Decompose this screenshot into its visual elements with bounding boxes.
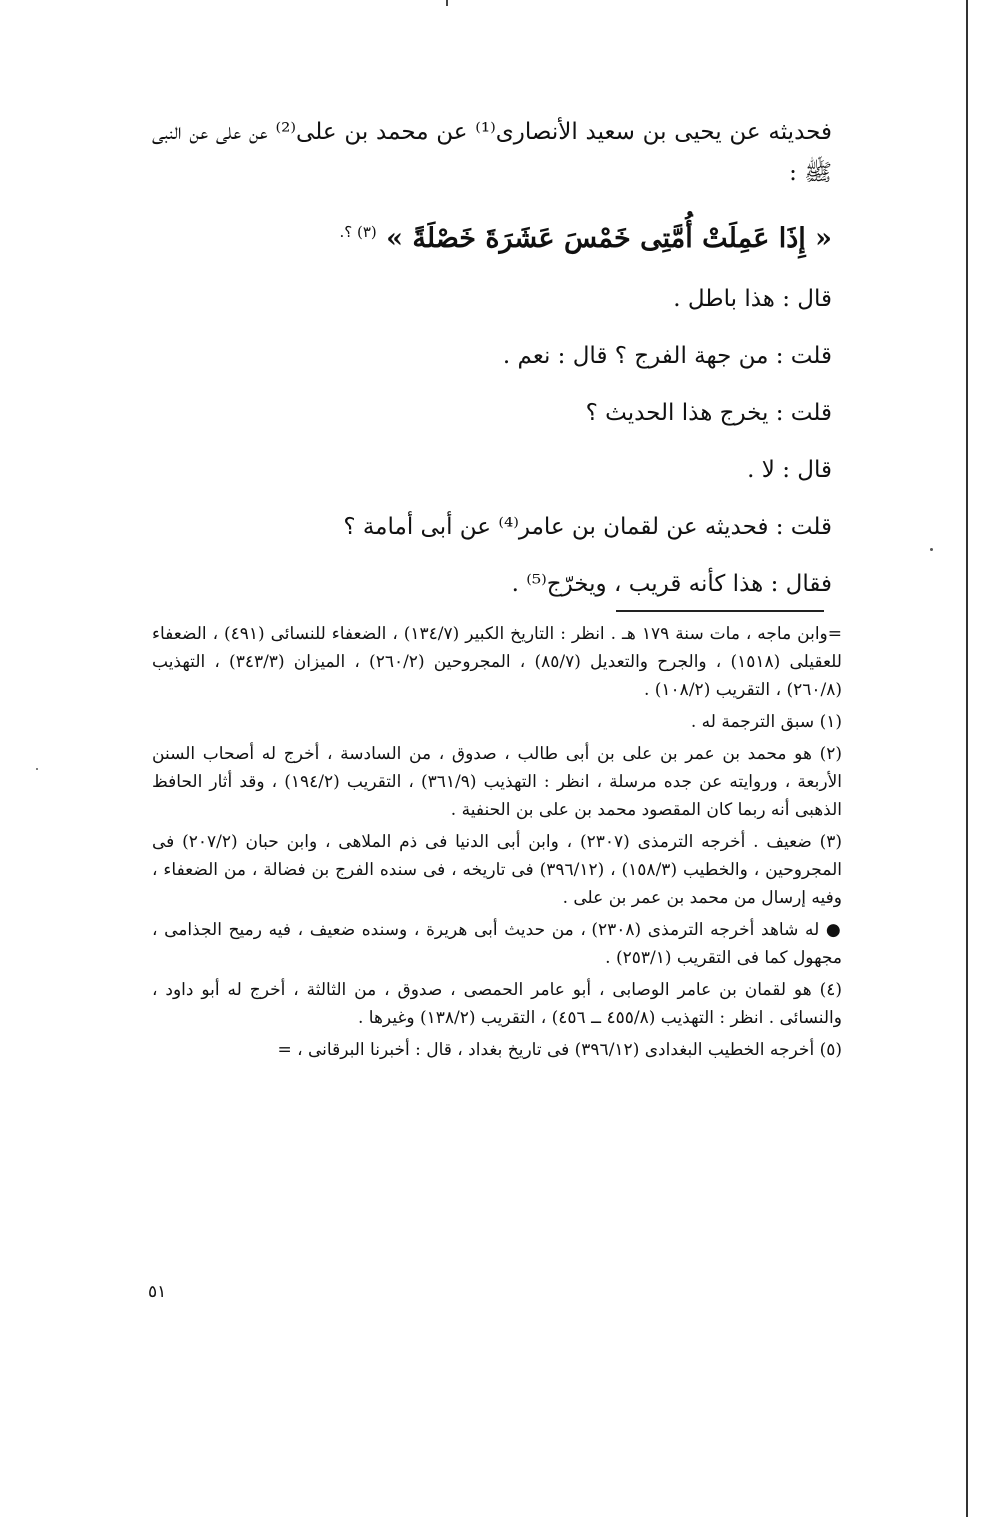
dialogue-line: قلت : فحديثه عن لقمان بن عامر⁽⁴⁾ عن أبى أمامة ؟ bbox=[343, 514, 832, 540]
footnote-continuation: =وابن ماجه ، مات سنة ١٧٩ هـ . انظر : التاريخ الكبير (١٣٤/٧) ، الضعفاء للنسائى (٤٩١) ، الضعفاء للعقيلى (١٥١٨) ، والجرح والتعديل (٨٥/٧) ، المجروحين (٢٦٠/٢) ، الميزان (٣٤٣/٣) ، التهذيب (٢٦٠/٨) ، التقريب (١٠٨/٢) . bbox=[152, 624, 843, 700]
dialogue-line: قال : لا . bbox=[747, 457, 832, 483]
dialogue-list bbox=[152, 270, 832, 612]
scan-speck bbox=[930, 548, 933, 551]
footnote-separator bbox=[616, 610, 824, 612]
dialogue-line: قال : هذا باطل . bbox=[673, 286, 832, 312]
main-text bbox=[152, 112, 832, 194]
footnote-5 bbox=[152, 1036, 842, 1064]
scan-edge-line bbox=[966, 0, 968, 1517]
dialogue-line: قلت : يخرج هذا الحديث ؟ bbox=[585, 400, 832, 426]
page-number: ٥١ bbox=[148, 1282, 167, 1302]
footnote-3-witness: ● له شاهد أخرجه الترمذى (٢٣٠٨) ، من حديث أبى هريرة ، وسنده ضعيف ، فيه رميح الجذامى ، مجهول كما فى التقريب (٢٥٣/١) . bbox=[152, 920, 842, 968]
scan-speck bbox=[36, 768, 38, 770]
footnote-4: (٤) هو لقمان بن عامر الوصابى ، أبو عامر الحمصى ، صدوق ، من الثالثة ، أخرج له أبو داود ، والنسائى . انظر : التهذيب (٤٥٥/٨ ــ ٤٥٦) ، التقريب (١٣٨/٢) وغيرها . bbox=[152, 980, 842, 1028]
dialogue-line: قلت : من جهة الفرج ؟ قال : نعم . bbox=[502, 343, 832, 369]
footnote-3: (٣) ضعيف . أخرجه الترمذى (٢٣٠٧) ، وابن أبى الدنيا فى ذم الملاهى ، وابن حبان (٢٠٧/٢) فى المجروحين ، والخطيب (١٥٨/٣) ، (٣٩٦/١٢) فى تاريخه ، فى سنده الفرج بن فضالة ، من الضعفاء ، وفيه إرسال من محمد بن عمر بن على . bbox=[152, 832, 842, 908]
footnotes bbox=[152, 620, 842, 1068]
footnote-1: (١) سبق الترجمة له . bbox=[690, 712, 842, 732]
hadith-quote bbox=[152, 212, 832, 259]
continuation-mark: = bbox=[277, 1040, 292, 1060]
intro-paragraph: فحديثه عن يحيى بن سعيد الأنصارى⁽¹⁾ عن محمد بن على⁽²⁾ عن على عن النبى ﷺ : bbox=[152, 119, 832, 186]
hadith-footnote-mark: (٣) ؟. bbox=[339, 223, 377, 241]
scan-mark bbox=[446, 0, 448, 6]
dialogue-line: فقال : هذا كأنه قريب ، ويخرّج⁽⁵⁾ . bbox=[511, 571, 832, 597]
hadith-text: « إِذَا عَمِلَتْ أُمَّتِى خَمْسَ عَشَرَةَ خَصْلَةً » bbox=[386, 223, 832, 254]
footnote-5-text: (٥) أخرجه الخطيب البغدادى (٣٩٦/١٢) فى تاريخ بغداد ، قال : أخبرنا البرقانى ، bbox=[297, 1040, 842, 1060]
footnote-2: (٢) هو محمد بن عمر بن على بن أبى طالب ، صدوق ، من السادسة ، أخرج له أصحاب السنن الأربعة ، وروايته عن جده مرسلة ، انظر : التهذيب (٣٦١/٩) ، التقريب (١٩٤/٢) ، وقد أثار الحافظ الذهبى أنه ربما كان المقصود محمد بن على بن الحنفية . bbox=[152, 744, 842, 820]
